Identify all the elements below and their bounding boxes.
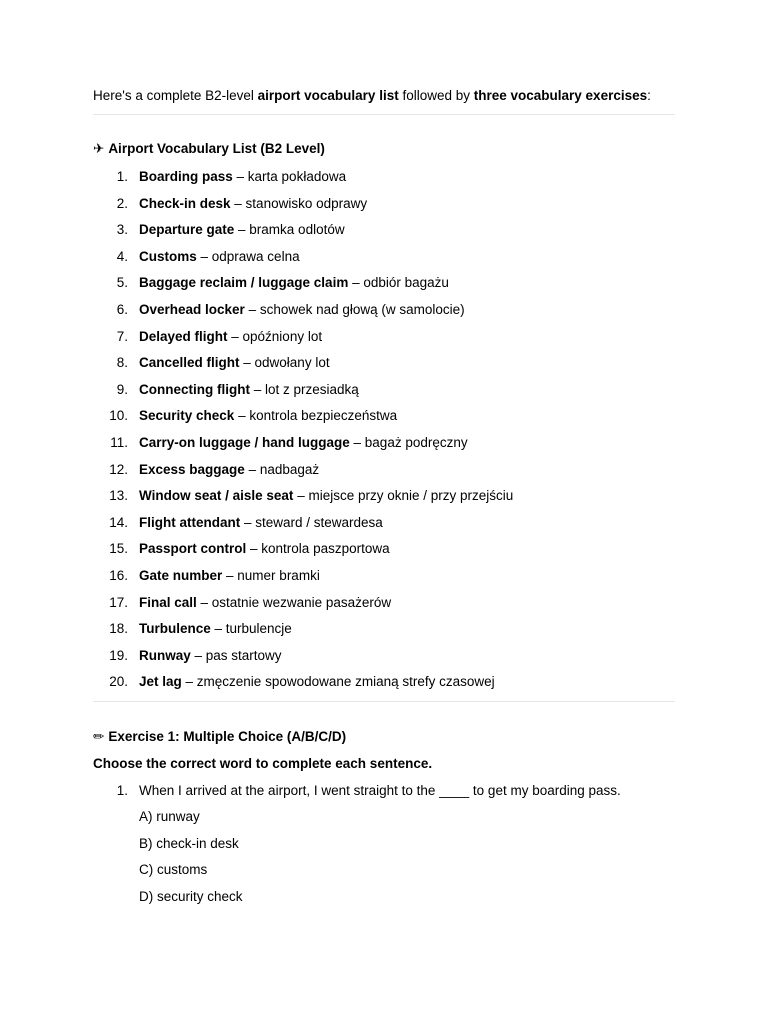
vocab-translation: – numer bramki	[222, 567, 320, 583]
option-d: D) security check	[139, 888, 243, 904]
vocab-term: Excess baggage	[139, 461, 245, 477]
vocab-term: Carry-on luggage / hand luggage	[139, 434, 350, 450]
vocab-translation: – schowek nad głową (w samolocie)	[244, 301, 465, 317]
vocab-item	[93, 354, 513, 381]
vocab-term: Overhead locker	[139, 301, 245, 317]
vocab-item-number: 3.	[116, 222, 128, 238]
vocab-item	[93, 461, 513, 488]
vocab-item	[93, 673, 513, 700]
vocab-translation: – bramka odlotów	[234, 222, 345, 238]
exercise1-instruction: Choose the correct word to complete each sentence.	[93, 756, 433, 771]
vocab-item	[93, 567, 513, 594]
question-number: 1.	[116, 783, 128, 798]
vocab-item-number: 9.	[116, 381, 128, 397]
intro-bold-exercises: three vocabulary exercises	[473, 88, 648, 103]
vocab-item	[93, 248, 513, 275]
vocab-item	[93, 221, 513, 248]
vocab-term: Window seat / aisle seat	[139, 488, 294, 504]
vocab-item	[93, 540, 513, 567]
question-item	[93, 782, 621, 809]
vocab-translation: – zmęczenie spowodowane zmianą strefy czasowej	[181, 674, 495, 690]
vocab-item-number: 18.	[109, 621, 128, 637]
vocab-translation: – odprawa celna	[196, 248, 300, 264]
vocab-item-number: 5.	[116, 275, 128, 291]
vocab-term: Departure gate	[139, 222, 235, 238]
vocab-item	[93, 195, 513, 222]
vocab-item-number: 12.	[109, 461, 128, 477]
vocab-item	[93, 434, 513, 461]
vocab-translation: – opóźniony lot	[227, 328, 323, 344]
vocab-term: Customs	[139, 248, 197, 264]
vocab-translation: – miejsce przy oknie / przy przejściu	[293, 488, 514, 504]
vocab-item-number: 1.	[116, 169, 128, 184]
exercise1-questions	[93, 782, 621, 809]
vocab-item	[93, 487, 513, 514]
vocab-term: Security check	[139, 408, 235, 424]
vocab-item-number: 15.	[109, 541, 128, 557]
option-a: A) runway	[139, 809, 200, 824]
option-c: C) customs	[139, 862, 208, 878]
vocab-term: Baggage reclaim / luggage claim	[139, 275, 349, 291]
vocab-item	[93, 381, 513, 408]
vocab-term: Turbulence	[139, 621, 211, 637]
vocab-item-number: 19.	[109, 647, 128, 663]
vocab-item	[93, 620, 513, 647]
vocab-item-number: 14.	[109, 514, 128, 530]
vocab-translation: – bagaż podręczny	[349, 434, 468, 450]
vocab-translation: – steward / stewardesa	[240, 514, 383, 530]
vocab-item	[93, 407, 513, 434]
vocab-item	[93, 594, 513, 621]
exercise1-heading	[93, 728, 346, 746]
vocab-translation: – odwołany lot	[239, 355, 330, 371]
vocab-term: Jet lag	[139, 674, 182, 690]
divider-middle	[93, 701, 675, 702]
vocab-term: Passport control	[139, 541, 247, 557]
vocab-section-title: Airport Vocabulary List (B2 Level)	[108, 141, 325, 156]
vocab-item-number: 11.	[110, 434, 128, 450]
vocab-translation: – kontrola bezpieczeństwa	[234, 408, 398, 424]
intro-prefix: Here's a complete B2-level	[93, 88, 258, 103]
question-text: When I arrived at the airport, I went straight to the ____ to get my boarding pass.	[139, 783, 621, 798]
pencil-icon: ✏	[93, 729, 105, 744]
vocab-item	[93, 168, 513, 195]
vocab-item-number: 4.	[116, 248, 128, 264]
vocab-translation: – karta pokładowa	[232, 169, 347, 184]
vocab-item	[93, 328, 513, 355]
airplane-icon: ✈	[93, 141, 105, 156]
vocab-term: Check-in desk	[139, 195, 231, 211]
vocab-term: Flight attendant	[139, 514, 241, 530]
vocab-item	[93, 301, 513, 328]
vocab-item-number: 20.	[109, 674, 128, 690]
vocab-item	[93, 647, 513, 674]
vocab-term: Delayed flight	[139, 328, 228, 344]
vocab-list	[93, 168, 513, 700]
vocab-item-number: 7.	[116, 328, 128, 344]
vocab-item-number: 2.	[116, 195, 128, 211]
vocab-translation: – lot z przesiadką	[249, 381, 359, 397]
option-b: B) check-in desk	[139, 835, 239, 851]
vocab-item-number: 8.	[116, 355, 128, 371]
vocab-item	[93, 514, 513, 541]
vocab-item	[93, 274, 513, 301]
vocab-item-number: 16.	[109, 567, 128, 583]
vocab-term: Runway	[139, 647, 191, 663]
vocab-item-number: 10.	[109, 408, 128, 424]
vocab-term: Boarding pass	[139, 169, 233, 184]
intro-middle: followed by	[398, 88, 474, 103]
intro-suffix: :	[647, 88, 651, 103]
vocab-translation: – pas startowy	[190, 647, 282, 663]
vocab-translation: – stanowisko odprawy	[230, 195, 368, 211]
vocab-item-number: 17.	[109, 594, 128, 610]
vocab-translation: – nadbagaż	[244, 461, 320, 477]
divider-top	[93, 114, 675, 115]
vocab-item-number: 13.	[109, 488, 128, 504]
intro-paragraph	[93, 87, 693, 105]
vocab-term: Final call	[139, 594, 197, 610]
vocab-item-number: 6.	[116, 301, 128, 317]
vocab-section-heading	[93, 140, 325, 158]
exercise1-title: Exercise 1: Multiple Choice (A/B/C/D)	[108, 729, 347, 744]
vocab-term: Cancelled flight	[139, 355, 240, 371]
vocab-term: Connecting flight	[139, 381, 250, 397]
vocab-term: Gate number	[139, 567, 223, 583]
vocab-translation: – turbulencje	[210, 621, 292, 637]
intro-bold-vocab-list: airport vocabulary list	[257, 88, 399, 103]
exercise1-options	[139, 808, 243, 914]
vocab-translation: – odbiór bagażu	[348, 275, 449, 291]
vocab-translation: – kontrola paszportowa	[246, 541, 390, 557]
vocab-translation: – ostatnie wezwanie pasażerów	[196, 594, 392, 610]
